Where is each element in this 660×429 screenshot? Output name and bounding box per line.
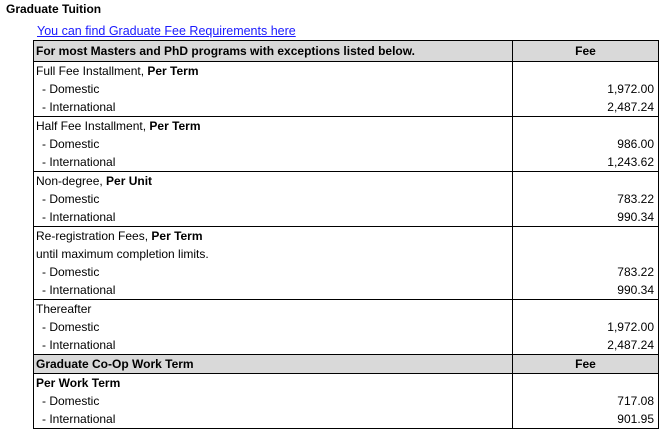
section-note: until maximum completion limits.	[34, 245, 513, 263]
table-header-row	[34, 41, 659, 62]
section-row-work-term	[34, 374, 659, 393]
row-label: - Domestic	[34, 318, 513, 336]
row-label: - Domestic	[34, 263, 513, 281]
section-row-non-degree	[34, 172, 659, 191]
row-value: 783.22	[513, 263, 659, 281]
fee-requirements-link[interactable]: You can find Graduate Fee Requirements here	[37, 24, 296, 38]
coop-header-fee: Fee	[513, 355, 659, 374]
table-row	[34, 410, 659, 429]
section-row-half-fee	[34, 117, 659, 136]
row-value: 783.22	[513, 190, 659, 208]
table-row	[34, 98, 659, 117]
table-row	[34, 135, 659, 153]
section-title-full-fee: Full Fee Installment, Per Term	[34, 62, 513, 81]
row-label: - International	[34, 98, 513, 117]
row-value: 990.34	[513, 281, 659, 300]
table-row	[34, 318, 659, 336]
row-value: 990.34	[513, 208, 659, 227]
table-row	[34, 80, 659, 98]
section-title-thereafter: Thereafter	[34, 300, 513, 319]
table-row	[34, 281, 659, 300]
row-label: - International	[34, 336, 513, 355]
row-label: - Domestic	[34, 80, 513, 98]
row-value: 2,487.24	[513, 98, 659, 117]
table-row	[34, 263, 659, 281]
table-row	[34, 153, 659, 172]
row-label: - International	[34, 153, 513, 172]
fee-table	[33, 40, 659, 429]
row-value: 1,972.00	[513, 318, 659, 336]
row-value: 1,243.62	[513, 153, 659, 172]
table-row	[34, 336, 659, 355]
table-row	[34, 392, 659, 410]
row-value: 2,487.24	[513, 336, 659, 355]
row-label: - International	[34, 410, 513, 429]
table-row	[34, 245, 659, 263]
row-label: - Domestic	[34, 392, 513, 410]
coop-header-label: Graduate Co-Op Work Term	[34, 355, 513, 374]
row-label: - Domestic	[34, 135, 513, 153]
header-label: For most Masters and PhD programs with exceptions listed below.	[34, 41, 513, 62]
section-title-work-term: Per Work Term	[34, 374, 513, 393]
page-title: Graduate Tuition	[6, 2, 102, 16]
table-row	[34, 208, 659, 227]
table-row	[34, 190, 659, 208]
section-title-reregistration: Re-registration Fees, Per Term	[34, 227, 513, 246]
row-value: 901.95	[513, 410, 659, 429]
coop-header-row	[34, 355, 659, 374]
section-row-reregistration	[34, 227, 659, 246]
section-row-thereafter	[34, 300, 659, 319]
section-title-non-degree: Non-degree, Per Unit	[34, 172, 513, 191]
section-title-half-fee: Half Fee Installment, Per Term	[34, 117, 513, 136]
row-label: - International	[34, 281, 513, 300]
row-value: 717.08	[513, 392, 659, 410]
row-label: - International	[34, 208, 513, 227]
row-label: - Domestic	[34, 190, 513, 208]
section-row-full-fee	[34, 62, 659, 81]
row-value: 1,972.00	[513, 80, 659, 98]
header-fee: Fee	[513, 41, 659, 62]
row-value: 986.00	[513, 135, 659, 153]
